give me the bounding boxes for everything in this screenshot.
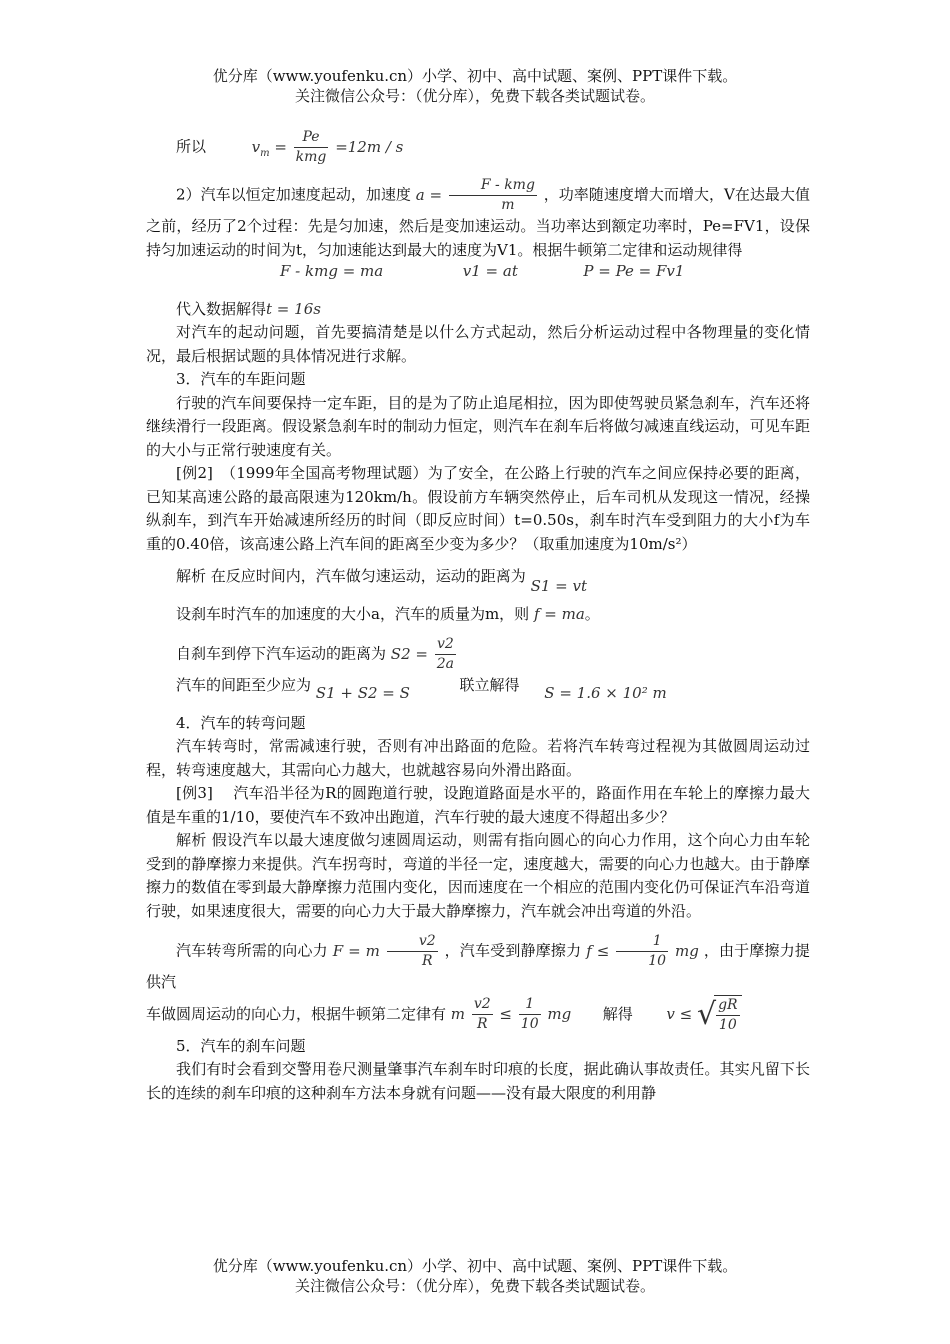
equation-row [280, 260, 810, 284]
sqrt-radical: √ $\frac{gR}{10}$ [697, 995, 742, 1035]
eq-newton: F - kmg = ma [280, 262, 384, 280]
a-lhs: a = [415, 185, 443, 204]
newton-circle-numerator-1: v2 [472, 995, 493, 1015]
vm-result: =12m / s [335, 137, 404, 156]
solution-2-text-3: 自刹车到停下汽车运动的距离为 [176, 644, 387, 663]
a-fraction [449, 176, 537, 215]
heading-3: 3．汽车的车距问题 [176, 370, 306, 388]
newton-circle-m: m [450, 1004, 466, 1023]
solve-equation: t = 16s [266, 299, 321, 318]
a-denominator: m [501, 197, 515, 213]
newton-circle-fraction-1 [472, 995, 493, 1034]
s2-lhs: S2 = [390, 644, 428, 663]
friction-denominator: 10 [648, 953, 667, 969]
solve-label: 代入数据解得 [176, 299, 267, 318]
document-body [146, 128, 810, 1105]
s2-fraction [435, 635, 456, 674]
vmax-numerator: gR [716, 996, 740, 1016]
footer-line-2: 关注微信公众号：（优分库），免费下载各类试题试卷。 [294, 1277, 655, 1295]
para-summary: 对汽车的起动问题，首先要搞清楚是以什么方式起动，然后分析运动过程中各物理量的变化情况，最后根据试题的具体情况进行求解。 [146, 323, 810, 365]
solution-2-line-3 [176, 635, 810, 674]
para-2-start: 2）汽车以恒定加速度起动，加速度 [176, 185, 411, 204]
friction-rhs: mg [675, 941, 699, 960]
eq-vmax [666, 996, 741, 1033]
footer-line-1: 优分库（www.youfenku.cn）小学、初中、高中试题、案例、PPT课件下载。 [212, 1257, 738, 1275]
newton-circle-denominator-2: 10 [520, 1016, 539, 1032]
friction-lhs: f ≤ [586, 941, 610, 960]
eq-velocity: v1 = at [462, 262, 518, 280]
solution-3-text-e: 解得 [602, 1004, 633, 1023]
eq-f-ma: f = ma [533, 604, 585, 623]
heading-4: 4．汽车的转弯问题 [176, 713, 306, 732]
example-2: [例2] （1999年全国高考物理试题）为了安全，在公路上行驶的汽车之间应保持必要的距离，已知某高速公路的最高限速为120km/h。假设前方车辆突然停止，后车司机从发现这一情况，经操纵刹车，到汽车开始减速所经历的时间（即反应时间）t=0.50s，刹车时汽车受到阻力的大小f为车重的0.40倍，该高速公路上汽车间的距离至少变为多少？（取重加速度为10m/s²） [146, 464, 810, 553]
solution-3-text-d: 车做圆周运动的向心力，根据牛顿第二定律有 [146, 1004, 447, 1023]
heading-5: 5．汽车的刹车问题 [176, 1036, 306, 1055]
solution-3: 解析 假设汽车以最大速度做匀速圆周运动，则需有指向圆心的向心力作用，这个向心力由车轮受到的静摩擦力来提供。汽车拐弯时，弯道的半径一定，速度越大，需要的向心力也越大。由于静摩擦力的数值在零到最大静摩擦力范围内变化，因而速度在一个相应的范围内变化仍可保证汽车沿弯道行驶，如果速度很大，需要的向心力大于最大静摩擦力，汽车就会冲出弯道的外沿。 [146, 831, 810, 920]
solution-3-line-d [146, 995, 810, 1035]
eq-newton-circle [450, 996, 576, 1032]
centripetal-denominator: R [421, 953, 433, 969]
solution-2-line-1 [176, 565, 810, 595]
friction-fraction [616, 932, 668, 971]
para-4: 汽车转弯时，常需减速行驶，否则有冲出路面的危险。若将汽车转弯过程视为其做圆周运动过程，转弯速度越大，其需向心力越大，也就越容易向外滑出路面。 [146, 737, 810, 779]
solution-2-line-4 [176, 674, 810, 702]
centripetal-numerator: v2 [387, 932, 438, 952]
para-5: 我们有时会看到交警用卷尺测量肇事汽车刹车时印痕的长度，据此确认事故责任。其实凡留下长长的连续的刹车印痕的这种刹车方法本身就有问题——没有最大限度的利用静 [146, 1060, 810, 1102]
vm-numerator: Pe [294, 128, 329, 148]
eq-power: P = Pe = Fv1 [583, 262, 685, 280]
solution-2-text-1: 解析 在反应时间内，汽车做匀速运动，运动的距离为 [176, 567, 526, 585]
eq-sum: S1 + S2 = S [315, 684, 410, 702]
vm-subscript: m [260, 147, 270, 159]
vmax-denominator: 10 [718, 1016, 737, 1033]
friction-numerator: 1 [616, 932, 668, 952]
solution-3-line-a [146, 932, 810, 995]
s2-numerator: v2 [435, 635, 456, 655]
header-line-2: 关注微信公众号：（优分库），免费下载各类试题试卷。 [294, 87, 655, 105]
eq-s-result: S = 1.6 × 10² m [544, 684, 667, 702]
page-footer [0, 1256, 950, 1296]
solution-2-joint: 联立解得 [459, 676, 520, 694]
vm-fraction [294, 128, 329, 167]
page-header [0, 66, 950, 106]
vm-equation: $v_m$ = $\frac{Pe}{\text{kmg}}$ =12m / s [251, 129, 404, 165]
eq-centripetal [328, 933, 445, 969]
a-equation [415, 177, 544, 213]
vm-symbol: v [251, 137, 261, 156]
vmax-lhs: v ≤ [666, 1004, 693, 1023]
a-numerator: F - kmg [449, 176, 537, 196]
vm-denominator: kmg [295, 149, 327, 165]
solution-3-text-c: ，由于摩擦力提供汽 [146, 941, 810, 991]
newton-circle-le: ≤ [499, 1004, 512, 1023]
newton-circle-denominator-1: R [476, 1016, 488, 1032]
solution-2-text-2: 设刹车时汽车的加速度的大小a，汽车的质量为m，则 [176, 604, 530, 623]
vmax-fraction [716, 996, 740, 1035]
centripetal-lhs: F = m [332, 941, 380, 960]
solution-3-text-b: ，汽车受到静摩擦力 [444, 941, 582, 960]
solution-2-text-4: 汽车的间距至少应为 [176, 676, 312, 694]
centripetal-fraction [387, 932, 438, 971]
para-3: 行驶的汽车间要保持一定车距，目的是为了防止追尾相拉，因为即使驾驶员紧急刹车，汽车还将继续滑行一段距离。假设紧急刹车时的制动力恒定，则汽车在刹车后将做匀减速直线运动，可见车距的大小与正常行驶速度有关。 [146, 393, 810, 459]
example-3: [例3] 汽车沿半径为R的圆跑道行驶，设跑道路面是水平的，路面作用在车轮上的摩擦力最大值是车重的1/10，要使汽车不致冲出跑道，汽车行驶的最大速度不得超出多少？ [146, 784, 810, 826]
newton-circle-fraction-2 [519, 995, 541, 1034]
solve-line [176, 298, 810, 322]
eq-s1: S1 = vt [530, 577, 587, 595]
eq-s2 [390, 636, 458, 672]
s2-denominator: 2a [436, 656, 454, 672]
so-label: 所以 [176, 137, 207, 156]
header-line-1: 优分库（www.youfenku.cn）小学、初中、高中试题、案例、PPT课件下载。 [212, 67, 738, 85]
solution-3-text-a: 汽车转弯所需的向心力 [176, 941, 328, 960]
para-2 [146, 176, 810, 262]
newton-circle-numerator-2: 1 [519, 995, 541, 1015]
solution-2-period: 。 [584, 604, 600, 623]
newton-circle-mg: mg [547, 1004, 572, 1023]
eq-friction [581, 933, 704, 969]
para-2-rest: ，功率随速度增大而增大，V在达最大值之前，经历了2个过程：先是匀加速，然后是变加速运动。当功率达到额定功率时，Pe=FV1，设保持匀加速运动的时间为t，匀加速能达到最大的速度为V1。根据牛顿第二定律和运动规律得 [146, 185, 810, 259]
solution-2-line-2 [176, 603, 810, 627]
